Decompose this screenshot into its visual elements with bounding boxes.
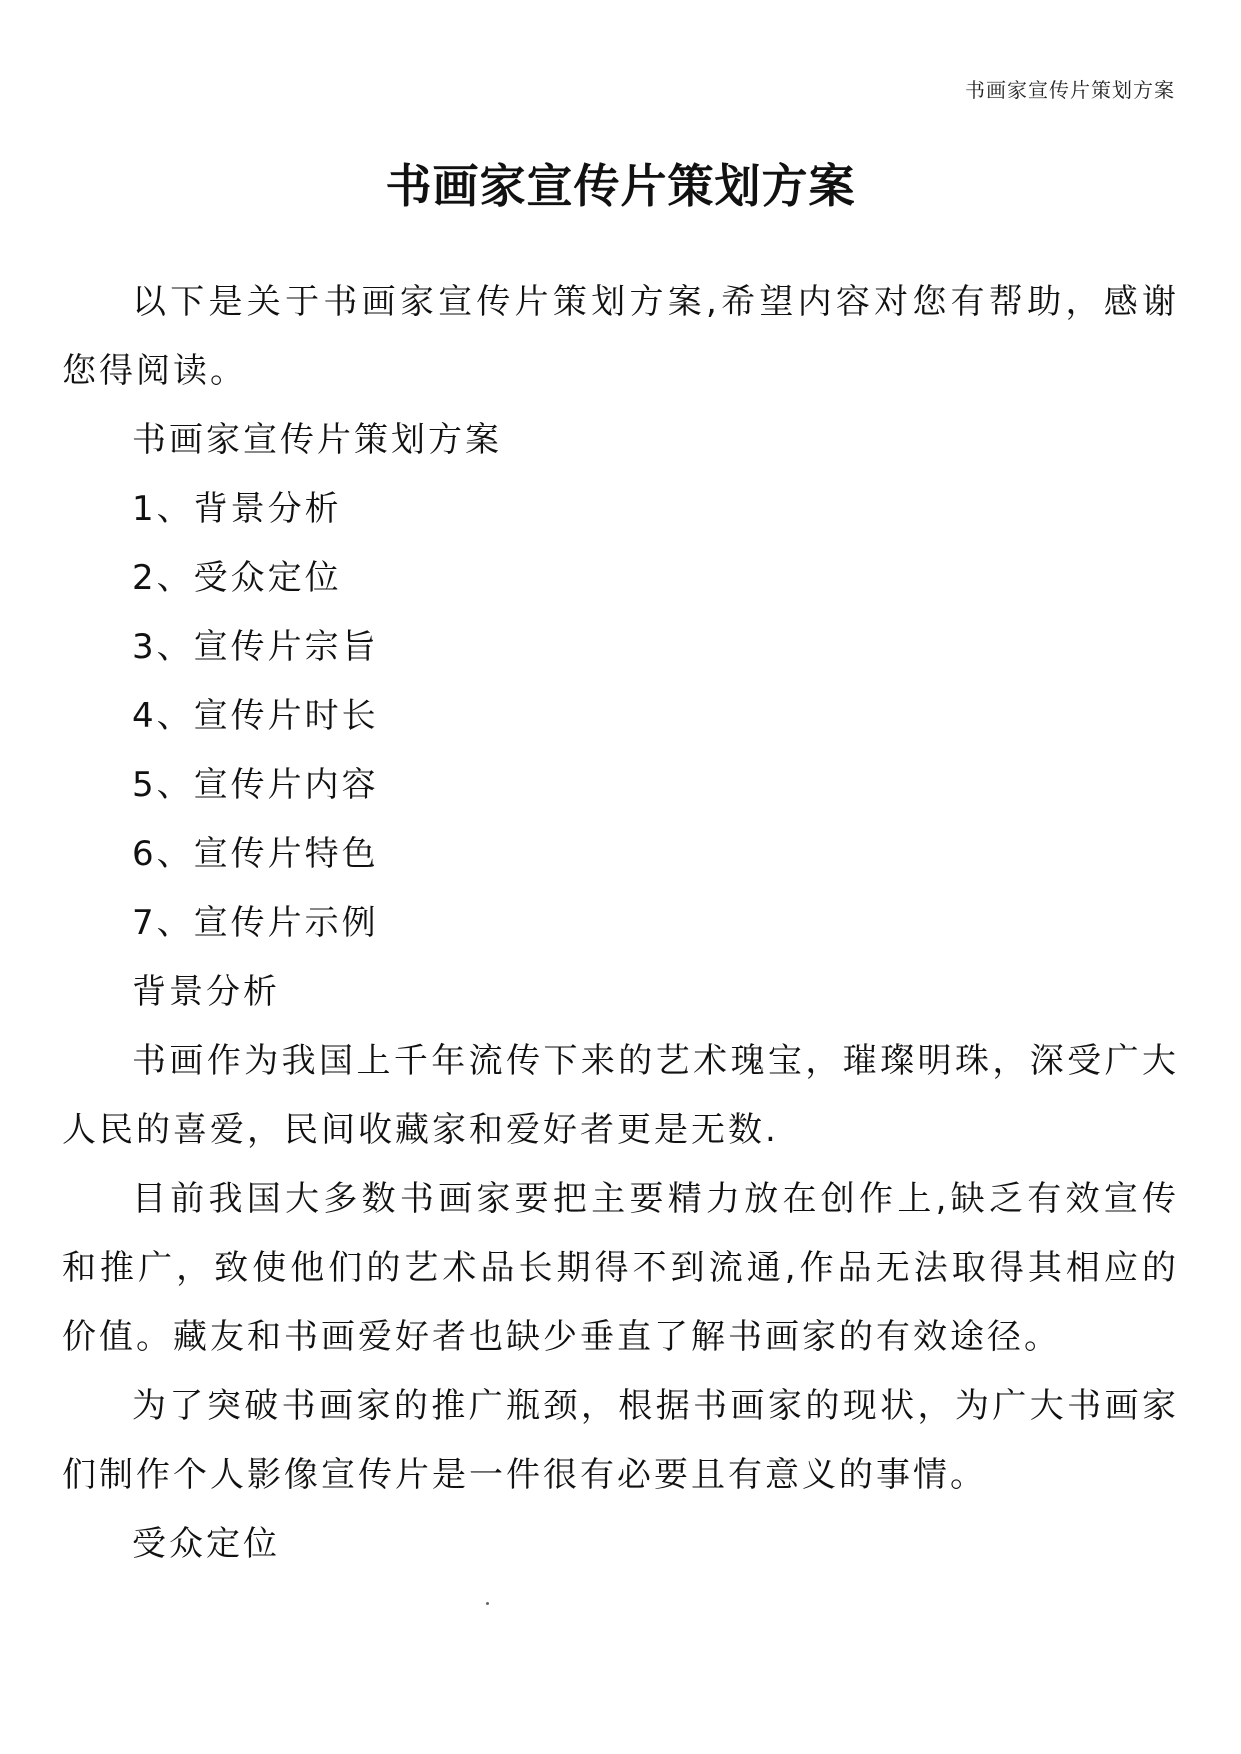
- outline-item: 2、受众定位: [132, 558, 342, 598]
- section-heading: 书画家宣传片策划方案: [132, 420, 502, 460]
- body-paragraph: 为了突破书画家的推广瓶颈，根据书画家的现状，为广大书画家们制作个人影像宣传片是一件很有必要且有意义的事情。: [62, 1386, 1179, 1495]
- intro-paragraph: 以下是关于书画家宣传片策划方案,希望内容对您有帮助，感谢您得阅读。: [62, 282, 1179, 391]
- outline-item: 4、宣传片时长: [132, 696, 379, 736]
- body-paragraph: 书画作为我国上千年流传下来的艺术瑰宝，璀璨明珠，深受广大人民的喜爱，民间收藏家和爱好者更是无数.: [62, 1041, 1179, 1150]
- section-heading: 受众定位: [132, 1524, 280, 1564]
- outline-item: 5、宣传片内容: [132, 765, 379, 805]
- document-title: 书画家宣传片策划方案: [385, 159, 856, 213]
- page-marker-dot: [486, 1602, 489, 1605]
- body-paragraph: 目前我国大多数书画家要把主要精力放在创作上,缺乏有效宣传和推广，致使他们的艺术品长期得不到流通,作品无法取得其相应的价值。藏友和书画爱好者也缺少垂直了解书画家的有效途径。: [62, 1179, 1179, 1357]
- outline-item: 6、宣传片特色: [132, 834, 379, 874]
- running-header: 书画家宣传片策划方案: [965, 78, 1175, 102]
- outline-item: 7、宣传片示例: [132, 903, 379, 943]
- outline-item: 3、宣传片宗旨: [132, 627, 379, 667]
- section-heading: 背景分析: [132, 972, 280, 1012]
- document-body: [62, 268, 1179, 1579]
- outline-item: 1、背景分析: [132, 489, 342, 529]
